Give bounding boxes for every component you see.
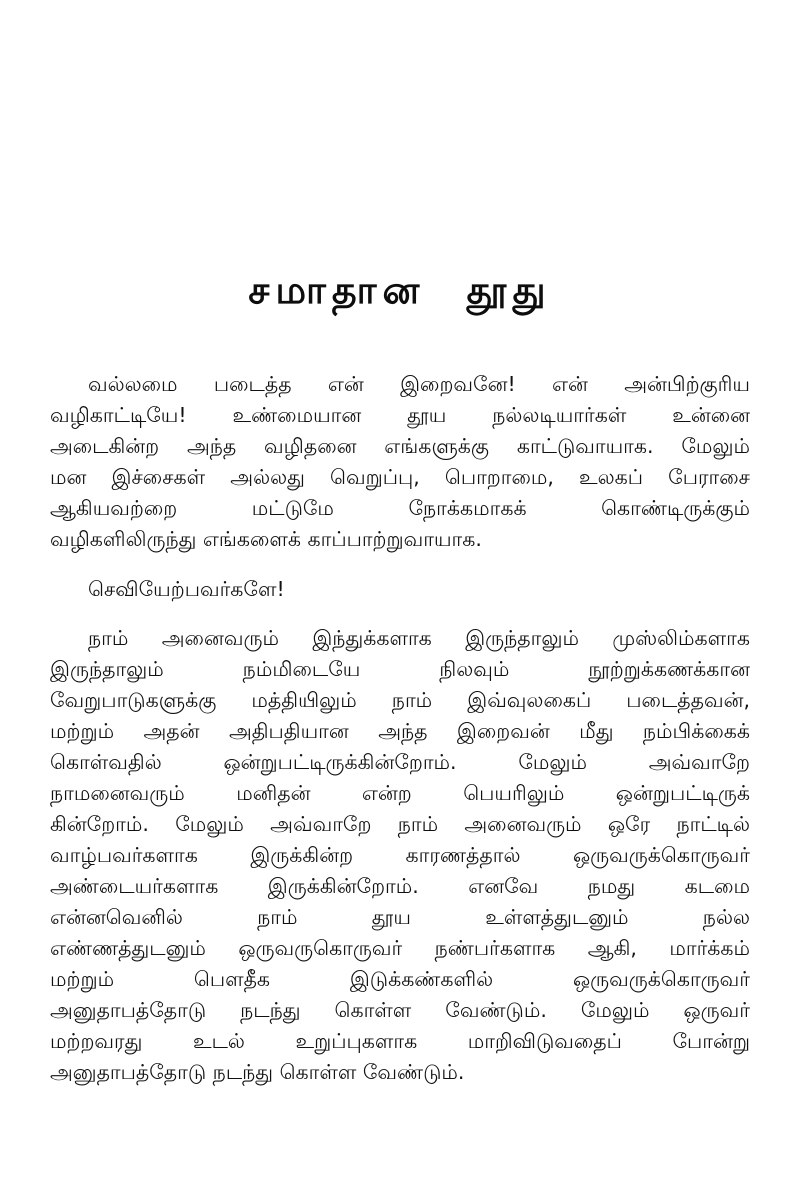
paragraph-line: எண்ணத்துடனும் ஒருவருகொருவர் நண்பர்களாக ஆகி, மார்க்கம் (50, 936, 750, 960)
page-title: சமாதான தூது (248, 268, 552, 312)
paragraph-line: வல்லமை படைத்த என் இறைவனே! என் அன்பிற்குரிய (88, 372, 750, 396)
paragraph-line: மற்றும் அதன் அதிபதியான அந்த இறைவன் மீது நம்பிக்கைக் (50, 719, 750, 743)
paragraph-line: அண்டையர்களாக இருக்கின்றோம். எனவே நமது கடமை (50, 874, 750, 898)
paragraph-line: அனுதாபத்தோடு நடந்து கொள்ள வேண்டும். மேலும் ஒருவர் (50, 998, 750, 1022)
paragraph-line: ஆகியவற்றை மட்டுமே நோக்கமாகக் கொண்டிருக்கும் (50, 496, 750, 520)
paragraph-line: கொள்வதில் ஒன்றுபட்டிருக்கின்றோம். மேலும் அவ்வாறே (50, 750, 750, 774)
paragraph-line: இருந்தாலும் நம்மிடையே நிலவும் நூற்றுக்கணக்கான (50, 657, 750, 681)
paragraph-line: வேறுபாடுகளுக்கு மத்தியிலும் நாம் இவ்வுலகைப் படைத்தவன், (50, 688, 750, 712)
salutation-text: செவியேற்பவர்களே! (88, 577, 285, 601)
paragraph-line: வாழ்பவர்களாக இருக்கின்ற காரணத்தால் ஒருவருக்கொருவர் (50, 843, 750, 867)
paragraph-line: அடைகின்ற அந்த வழிதனை எங்களுக்கு காட்டுவாயாக. மேலும் (50, 434, 750, 458)
paragraph-line: வழிகளிலிருந்து எங்களைக் காப்பாற்றுவாயாக. (50, 527, 482, 551)
paragraph-line: நாமனைவரும் மனிதன் என்ற பெயரிலும் ஒன்றுபட்டிருக் (50, 781, 750, 805)
paragraph-line: நாம் அனைவரும் இந்துக்களாக இருந்தாலும் முஸ்லிம்களாக (88, 626, 750, 650)
paragraph-line: வழிகாட்டியே! உண்மையான தூய நல்லடியார்கள் உன்னை (50, 403, 750, 427)
paragraph-line: என்னவெனில் நாம் தூய உள்ளத்துடனும் நல்ல (50, 905, 750, 929)
paragraph-prayer (50, 369, 750, 555)
paragraph-line: கின்றோம். மேலும் அவ்வாறே நாம் அனைவரும் ஒரே நாட்டில் (50, 812, 750, 836)
paragraph-line: அனுதாபத்தோடு நடந்து கொள்ள வேண்டும். (50, 1060, 465, 1084)
paragraph-main (50, 623, 750, 1088)
paragraph-line: மற்றவரது உடல் உறுப்புகளாக மாறிவிடுவதைப் போன்று (50, 1029, 750, 1053)
salutation-block (50, 574, 750, 605)
paragraph-line: மற்றும் பௌதீக இடுக்கண்களில் ஒருவருக்கொருவர் (50, 967, 750, 991)
paragraph-line: மன இச்சைகள் அல்லது வெறுப்பு, பொறாமை, உலகப் பேராசை (50, 465, 750, 489)
